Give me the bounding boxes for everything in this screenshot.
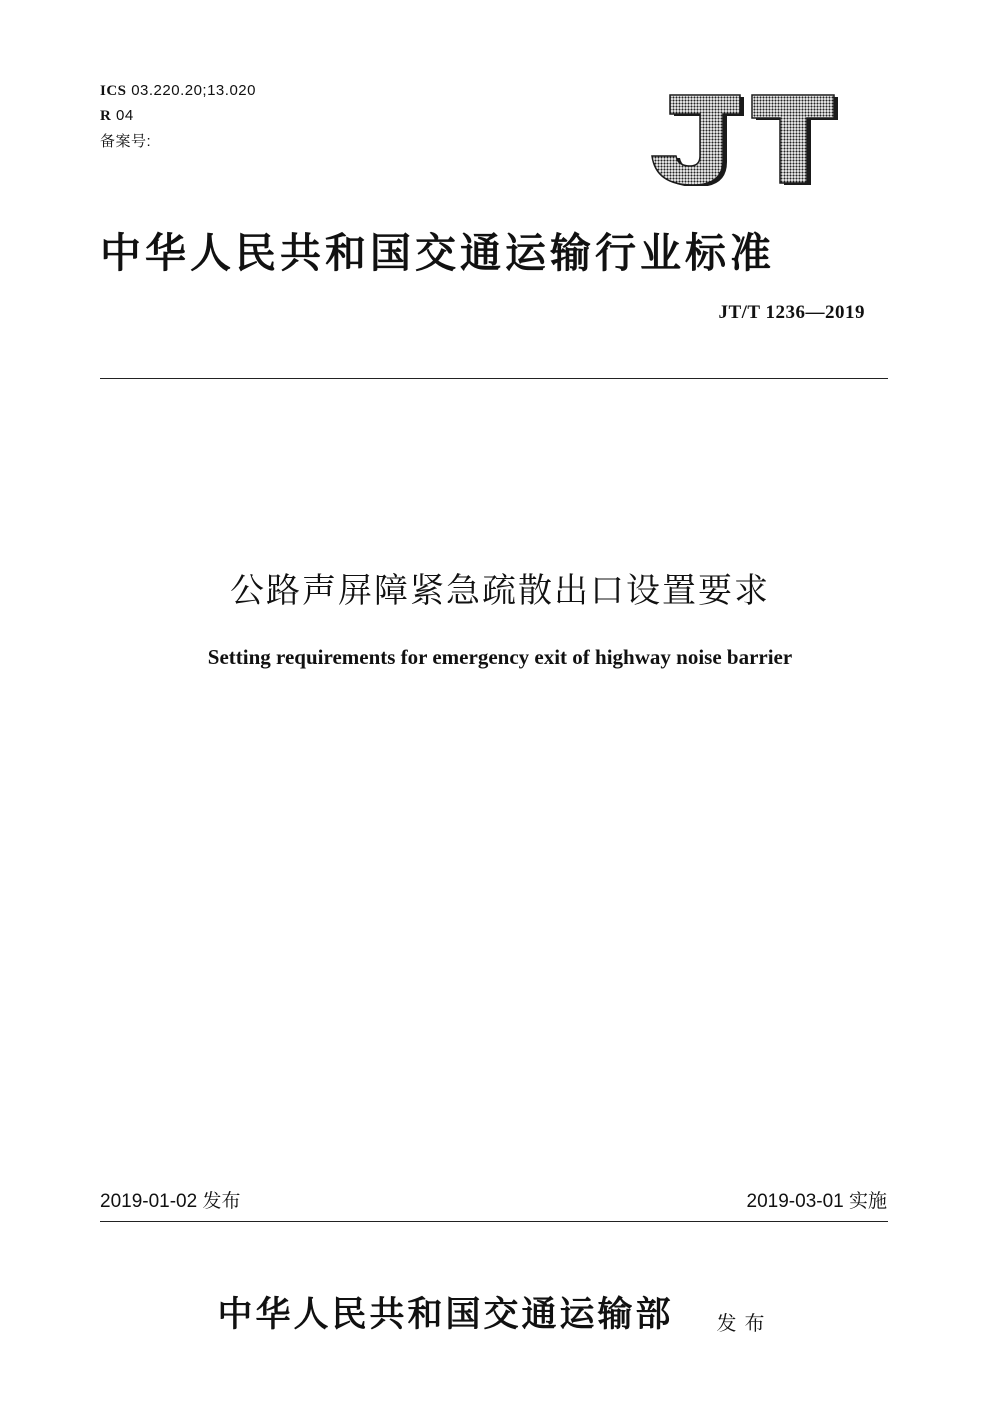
jt-logo	[648, 90, 838, 186]
document-title-cn: 公路声屏障紧急疏散出口设置要求	[230, 571, 770, 611]
standard-category-title: 中华人民共和国交通运输行业标准	[100, 229, 775, 277]
publisher-name: 中华人民共和国交通运输部	[217, 1294, 674, 1335]
top-divider	[100, 378, 888, 379]
ccs-code	[100, 107, 134, 125]
implementation-date: 2019-03-01 实施	[746, 1191, 887, 1212]
ics-value: 03.220.20;13.020	[131, 82, 256, 99]
issue-date: 2019-01-02 发布	[100, 1191, 241, 1212]
ics-prefix: ICS	[100, 83, 127, 99]
standard-number: JT/T 1236—2019	[718, 302, 865, 323]
ics-code	[100, 82, 256, 100]
ccs-prefix: R	[100, 108, 112, 124]
bottom-divider	[100, 1221, 888, 1222]
publisher-line	[100, 1287, 890, 1337]
ccs-value: 04	[116, 107, 134, 124]
publisher-action: 发布	[716, 1311, 773, 1335]
document-title-en: Setting requirements for emergency exit of highway noise barrier	[207, 645, 793, 669]
record-number-label: 备案号:	[100, 133, 152, 150]
